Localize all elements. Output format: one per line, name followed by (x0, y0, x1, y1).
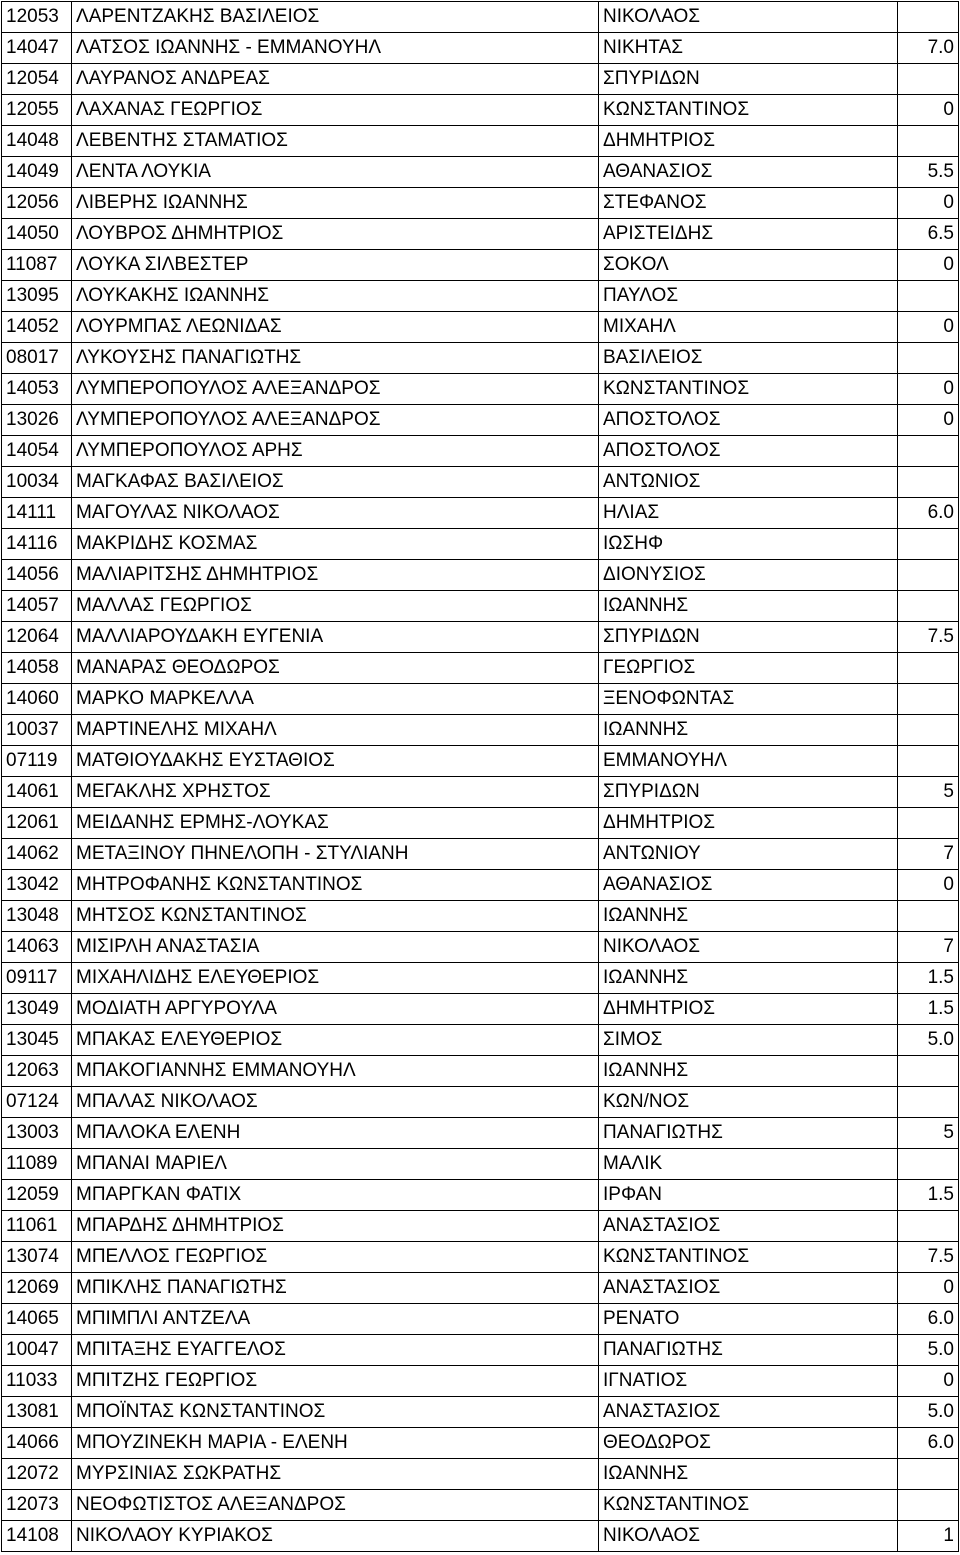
student-id-cell: 12055 (2, 95, 72, 126)
father-name-cell: ΒΑΣΙΛΕΙΟΣ (599, 343, 898, 374)
table-row (2, 436, 959, 467)
student-name-cell: ΜΑΓΟΥΛΑΣ ΝΙΚΟΛΑΟΣ (72, 498, 599, 529)
father-name-cell: ΙΓΝΑΤΙΟΣ (599, 1366, 898, 1397)
grade-cell: 0 (898, 312, 959, 343)
father-name-cell: ΣΟΚΟΛ (599, 250, 898, 281)
grade-cell (898, 560, 959, 591)
table-row (2, 1490, 959, 1521)
grade-cell: 6.0 (898, 498, 959, 529)
father-name-cell: ΣΤΕΦΑΝΟΣ (599, 188, 898, 219)
table-row (2, 1211, 959, 1242)
student-id-cell: 12063 (2, 1056, 72, 1087)
student-id-cell: 13003 (2, 1118, 72, 1149)
student-id-cell: 07124 (2, 1087, 72, 1118)
father-name-cell: ΑΝΤΩΝΙΟΣ (599, 467, 898, 498)
student-name-cell: ΜΑΡΤΙΝΕΛΗΣ ΜΙΧΑΗΛ (72, 715, 599, 746)
father-name-cell: ΚΩΝΣΤΑΝΤΙΝΟΣ (599, 95, 898, 126)
father-name-cell: ΙΡΦΑΝ (599, 1180, 898, 1211)
father-name-cell: ΔΗΜΗΤΡΙΟΣ (599, 994, 898, 1025)
grade-cell: 6.0 (898, 1304, 959, 1335)
student-id-cell: 14056 (2, 560, 72, 591)
grade-cell: 5.5 (898, 157, 959, 188)
student-name-cell: ΜΙΧΑΗΛΙΔΗΣ ΕΛΕΥΘΕΡΙΟΣ (72, 963, 599, 994)
grade-cell: 1.5 (898, 994, 959, 1025)
grade-cell (898, 529, 959, 560)
student-id-cell: 13042 (2, 870, 72, 901)
grade-cell (898, 281, 959, 312)
student-name-cell: ΝΕΟΦΩΤΙΣΤΟΣ ΑΛΕΞΑΝΔΡΟΣ (72, 1490, 599, 1521)
student-name-cell: ΜΑΛΛΙΑΡΟΥΔΑΚΗ ΕΥΓΕΝΙΑ (72, 622, 599, 653)
father-name-cell: ΚΩΝΣΤΑΝΤΙΝΟΣ (599, 1242, 898, 1273)
student-name-cell: ΜΠΙΚΛΗΣ ΠΑΝΑΓΙΩΤΗΣ (72, 1273, 599, 1304)
student-name-cell: ΛΕΒΕΝΤΗΣ ΣΤΑΜΑΤΙΟΣ (72, 126, 599, 157)
student-id-cell: 14108 (2, 1521, 72, 1552)
table-row (2, 343, 959, 374)
student-id-cell: 12072 (2, 1459, 72, 1490)
father-name-cell: ΑΡΙΣΤΕΙΔΗΣ (599, 219, 898, 250)
student-id-cell: 14049 (2, 157, 72, 188)
student-id-cell: 08017 (2, 343, 72, 374)
father-name-cell: ΑΘΑΝΑΣΙΟΣ (599, 157, 898, 188)
table-row (2, 746, 959, 777)
student-name-cell: ΜΥΡΣΙΝΙΑΣ ΣΩΚΡΑΤΗΣ (72, 1459, 599, 1490)
table-row (2, 684, 959, 715)
grade-cell: 1 (898, 1521, 959, 1552)
father-name-cell: ΙΩΑΝΝΗΣ (599, 1459, 898, 1490)
grade-cell (898, 2, 959, 33)
grade-cell: 5.0 (898, 1025, 959, 1056)
table-row (2, 64, 959, 95)
table-row (2, 498, 959, 529)
grade-cell (898, 746, 959, 777)
grade-cell (898, 901, 959, 932)
student-id-cell: 12059 (2, 1180, 72, 1211)
father-name-cell: ΝΙΚΗΤΑΣ (599, 33, 898, 64)
table-row (2, 312, 959, 343)
father-name-cell: ΑΝΤΩΝΙΟΥ (599, 839, 898, 870)
student-id-cell: 14116 (2, 529, 72, 560)
student-name-cell: ΜΠΑΡΔΗΣ ΔΗΜΗΤΡΙΟΣ (72, 1211, 599, 1242)
father-name-cell: ΗΛΙΑΣ (599, 498, 898, 529)
student-name-cell: ΜΗΤΡΟΦΑΝΗΣ ΚΩΝΣΤΑΝΤΙΝΟΣ (72, 870, 599, 901)
grade-cell: 5 (898, 1118, 959, 1149)
father-name-cell: ΙΩΑΝΝΗΣ (599, 901, 898, 932)
student-id-cell: 14047 (2, 33, 72, 64)
student-name-cell: ΜΟΔΙΑΤΗ ΑΡΓΥΡΟΥΛΑ (72, 994, 599, 1025)
grades-table (1, 1, 959, 1552)
grade-cell: 0 (898, 405, 959, 436)
student-name-cell: ΜΠΕΛΛΟΣ ΓΕΩΡΓΙΟΣ (72, 1242, 599, 1273)
student-name-cell: ΝΙΚΟΛΑΟΥ ΚΥΡΙΑΚΟΣ (72, 1521, 599, 1552)
grade-cell: 5.0 (898, 1397, 959, 1428)
student-name-cell: ΛΑΤΣΟΣ ΙΩΑΝΝΗΣ - ΕΜΜΑΝΟΥΗΛ (72, 33, 599, 64)
table-row (2, 1056, 959, 1087)
father-name-cell: ΚΩΝΣΤΑΝΤΙΝΟΣ (599, 374, 898, 405)
table-row (2, 1273, 959, 1304)
grade-cell: 0 (898, 188, 959, 219)
student-id-cell: 12056 (2, 188, 72, 219)
student-name-cell: ΛΑΥΡΑΝΟΣ ΑΝΔΡΕΑΣ (72, 64, 599, 95)
father-name-cell: ΕΜΜΑΝΟΥΗΛ (599, 746, 898, 777)
student-name-cell: ΛΙΒΕΡΗΣ ΙΩΑΝΝΗΣ (72, 188, 599, 219)
student-name-cell: ΛΑΡΕΝΤΖΑΚΗΣ ΒΑΣΙΛΕΙΟΣ (72, 2, 599, 33)
table-row (2, 591, 959, 622)
student-id-cell: 13048 (2, 901, 72, 932)
table-row (2, 1242, 959, 1273)
grade-cell: 1.5 (898, 1180, 959, 1211)
student-id-cell: 14061 (2, 777, 72, 808)
grade-cell (898, 808, 959, 839)
table-row (2, 1025, 959, 1056)
table-row (2, 467, 959, 498)
father-name-cell: ΓΕΩΡΓΙΟΣ (599, 653, 898, 684)
grade-cell: 1.5 (898, 963, 959, 994)
table-row (2, 901, 959, 932)
table-row (2, 126, 959, 157)
table-row (2, 1521, 959, 1552)
student-name-cell: ΜΠΙΤΑΞΗΣ ΕΥΑΓΓΕΛΟΣ (72, 1335, 599, 1366)
student-id-cell: 10034 (2, 467, 72, 498)
student-name-cell: ΜΠΑΛΟΚΑ ΕΛΕΝΗ (72, 1118, 599, 1149)
father-name-cell: ΙΩΑΝΝΗΣ (599, 963, 898, 994)
grade-cell (898, 1490, 959, 1521)
student-id-cell: 13049 (2, 994, 72, 1025)
student-id-cell: 14048 (2, 126, 72, 157)
grade-cell: 7.5 (898, 1242, 959, 1273)
grade-cell (898, 1149, 959, 1180)
table-row (2, 1428, 959, 1459)
father-name-cell: ΔΗΜΗΤΡΙΟΣ (599, 808, 898, 839)
table-row (2, 374, 959, 405)
grade-cell (898, 1056, 959, 1087)
father-name-cell: ΜΙΧΑΗΛ (599, 312, 898, 343)
father-name-cell: ΑΘΑΝΑΣΙΟΣ (599, 870, 898, 901)
table-row (2, 281, 959, 312)
student-id-cell: 14065 (2, 1304, 72, 1335)
student-id-cell: 14052 (2, 312, 72, 343)
grade-cell (898, 653, 959, 684)
father-name-cell: ΣΠΥΡΙΔΩΝ (599, 622, 898, 653)
father-name-cell: ΙΩΑΝΝΗΣ (599, 1056, 898, 1087)
table-row (2, 622, 959, 653)
table-row (2, 405, 959, 436)
father-name-cell: ΑΠΟΣΤΟΛΟΣ (599, 436, 898, 467)
student-name-cell: ΜΕΓΑΚΛΗΣ ΧΡΗΣΤΟΣ (72, 777, 599, 808)
grade-cell: 5.0 (898, 1335, 959, 1366)
father-name-cell: ΑΝΑΣΤΑΣΙΟΣ (599, 1211, 898, 1242)
father-name-cell: ΚΩΝ/ΝΟΣ (599, 1087, 898, 1118)
student-name-cell: ΜΑΤΘΙΟΥΔΑΚΗΣ ΕΥΣΤΑΘΙΟΣ (72, 746, 599, 777)
grade-cell: 7 (898, 932, 959, 963)
table-row (2, 560, 959, 591)
student-id-cell: 12069 (2, 1273, 72, 1304)
table-row (2, 1118, 959, 1149)
student-id-cell: 14063 (2, 932, 72, 963)
student-id-cell: 14057 (2, 591, 72, 622)
father-name-cell: ΙΩΑΝΝΗΣ (599, 591, 898, 622)
student-name-cell: ΛΟΥΒΡΟΣ ΔΗΜΗΤΡΙΟΣ (72, 219, 599, 250)
table-row (2, 870, 959, 901)
grade-cell: 7.0 (898, 33, 959, 64)
grade-cell: 5 (898, 777, 959, 808)
table-row (2, 2, 959, 33)
student-id-cell: 13074 (2, 1242, 72, 1273)
table-row (2, 1335, 959, 1366)
grade-cell: 7.5 (898, 622, 959, 653)
grade-cell (898, 64, 959, 95)
table-row (2, 653, 959, 684)
student-id-cell: 10047 (2, 1335, 72, 1366)
father-name-cell: ΣΙΜΟΣ (599, 1025, 898, 1056)
student-id-cell: 10037 (2, 715, 72, 746)
student-name-cell: ΜΠΑΚΑΣ ΕΛΕΥΘΕΡΙΟΣ (72, 1025, 599, 1056)
table-row (2, 1366, 959, 1397)
table-row (2, 33, 959, 64)
student-id-cell: 12054 (2, 64, 72, 95)
grade-cell: 0 (898, 1273, 959, 1304)
father-name-cell: ΠΑΝΑΓΙΩΤΗΣ (599, 1118, 898, 1149)
table-row (2, 777, 959, 808)
father-name-cell: ΙΩΣΗΦ (599, 529, 898, 560)
grade-cell: 6.5 (898, 219, 959, 250)
student-name-cell: ΜΑΛΙΑΡΙΤΣΗΣ ΔΗΜΗΤΡΙΟΣ (72, 560, 599, 591)
table-row (2, 932, 959, 963)
student-id-cell: 12053 (2, 2, 72, 33)
grade-cell (898, 1087, 959, 1118)
student-id-cell: 14066 (2, 1428, 72, 1459)
student-name-cell: ΛΕΝΤΑ ΛΟΥΚΙΑ (72, 157, 599, 188)
student-id-cell: 14053 (2, 374, 72, 405)
father-name-cell: ΠΑΥΛΟΣ (599, 281, 898, 312)
table-row (2, 715, 959, 746)
student-id-cell: 13095 (2, 281, 72, 312)
student-name-cell: ΛΑΧΑΝΑΣ ΓΕΩΡΓΙΟΣ (72, 95, 599, 126)
grade-cell (898, 126, 959, 157)
student-id-cell: 14054 (2, 436, 72, 467)
table-row (2, 963, 959, 994)
student-name-cell: ΜΠΙΤΖΗΣ ΓΕΩΡΓΙΟΣ (72, 1366, 599, 1397)
father-name-cell: ΣΠΥΡΙΔΩΝ (599, 777, 898, 808)
student-name-cell: ΛΟΥΚΑΚΗΣ ΙΩΑΝΝΗΣ (72, 281, 599, 312)
student-name-cell: ΛΥΜΠΕΡΟΠΟΥΛΟΣ ΑΛΕΞΑΝΔΡΟΣ (72, 405, 599, 436)
student-name-cell: ΜΕΙΔΑΝΗΣ ΕΡΜΗΣ-ΛΟΥΚΑΣ (72, 808, 599, 839)
table-row (2, 808, 959, 839)
grade-cell (898, 715, 959, 746)
grade-cell: 7 (898, 839, 959, 870)
table-row (2, 529, 959, 560)
student-id-cell: 09117 (2, 963, 72, 994)
grade-cell: 0 (898, 95, 959, 126)
grade-cell (898, 343, 959, 374)
student-id-cell: 12073 (2, 1490, 72, 1521)
grade-cell: 0 (898, 374, 959, 405)
student-id-cell: 14050 (2, 219, 72, 250)
student-name-cell: ΜΗΤΣΟΣ ΚΩΝΣΤΑΝΤΙΝΟΣ (72, 901, 599, 932)
father-name-cell: ΡΕΝΑΤΟ (599, 1304, 898, 1335)
student-name-cell: ΛΟΥΡΜΠΑΣ ΛΕΩΝΙΔΑΣ (72, 312, 599, 343)
grades-table-body (2, 2, 959, 1552)
table-row (2, 1149, 959, 1180)
student-id-cell: 11089 (2, 1149, 72, 1180)
father-name-cell: ΝΙΚΟΛΑΟΣ (599, 932, 898, 963)
table-row (2, 1180, 959, 1211)
student-name-cell: ΜΠΙΜΠΛΙ ΑΝΤΖΕΛΑ (72, 1304, 599, 1335)
father-name-cell: ΔΗΜΗΤΡΙΟΣ (599, 126, 898, 157)
student-name-cell: ΜΑΚΡΙΔΗΣ ΚΟΣΜΑΣ (72, 529, 599, 560)
student-name-cell: ΜΙΣΙΡΛΗ ΑΝΑΣΤΑΣΙΑ (72, 932, 599, 963)
father-name-cell: ΣΠΥΡΙΔΩΝ (599, 64, 898, 95)
father-name-cell: ΑΝΑΣΤΑΣΙΟΣ (599, 1397, 898, 1428)
father-name-cell: ΝΙΚΟΛΑΟΣ (599, 2, 898, 33)
student-id-cell: 11033 (2, 1366, 72, 1397)
grade-cell (898, 591, 959, 622)
table-row (2, 1459, 959, 1490)
student-id-cell: 13045 (2, 1025, 72, 1056)
father-name-cell: ΝΙΚΟΛΑΟΣ (599, 1521, 898, 1552)
student-id-cell: 14111 (2, 498, 72, 529)
grade-cell (898, 436, 959, 467)
grade-cell: 0 (898, 870, 959, 901)
table-row (2, 219, 959, 250)
student-name-cell: ΛΥΜΠΕΡΟΠΟΥΛΟΣ ΑΛΕΞΑΝΔΡΟΣ (72, 374, 599, 405)
table-row (2, 250, 959, 281)
student-id-cell: 11087 (2, 250, 72, 281)
father-name-cell: ΜΑΛΙΚ (599, 1149, 898, 1180)
student-name-cell: ΜΑΓΚΑΦΑΣ ΒΑΣΙΛΕΙΟΣ (72, 467, 599, 498)
table-row (2, 188, 959, 219)
table-row (2, 1087, 959, 1118)
student-id-cell: 13081 (2, 1397, 72, 1428)
father-name-cell: ΚΩΝΣΤΑΝΤΙΝΟΣ (599, 1490, 898, 1521)
student-id-cell: 14058 (2, 653, 72, 684)
student-id-cell: 13026 (2, 405, 72, 436)
table-row (2, 157, 959, 188)
student-name-cell: ΛΟΥΚΑ ΣΙΛΒΕΣΤΕΡ (72, 250, 599, 281)
student-name-cell: ΛΥΜΠΕΡΟΠΟΥΛΟΣ ΑΡΗΣ (72, 436, 599, 467)
student-id-cell: 07119 (2, 746, 72, 777)
table-row (2, 1304, 959, 1335)
table-row (2, 839, 959, 870)
student-name-cell: ΜΠΑΛΑΣ ΝΙΚΟΛΑΟΣ (72, 1087, 599, 1118)
father-name-cell: ΠΑΝΑΓΙΩΤΗΣ (599, 1335, 898, 1366)
student-name-cell: ΜΑΝΑΡΑΣ ΘΕΟΔΩΡΟΣ (72, 653, 599, 684)
student-name-cell: ΜΠΟΥΖΙΝΕΚΗ ΜΑΡΙΑ - ΕΛΕΝΗ (72, 1428, 599, 1459)
student-name-cell: ΜΑΛΛΑΣ ΓΕΩΡΓΙΟΣ (72, 591, 599, 622)
student-name-cell: ΜΠΑΝΑΙ ΜΑΡΙΕΛ (72, 1149, 599, 1180)
student-name-cell: ΜΠΑΡΓΚΑΝ ΦΑΤΙΧ (72, 1180, 599, 1211)
table-row (2, 1397, 959, 1428)
father-name-cell: ΔΙΟΝΥΣΙΟΣ (599, 560, 898, 591)
student-name-cell: ΜΑΡΚΟ ΜΑΡΚΕΛΛΑ (72, 684, 599, 715)
student-id-cell: 12064 (2, 622, 72, 653)
student-id-cell: 12061 (2, 808, 72, 839)
student-id-cell: 11061 (2, 1211, 72, 1242)
student-id-cell: 14060 (2, 684, 72, 715)
student-name-cell: ΛΥΚΟΥΣΗΣ ΠΑΝΑΓΙΩΤΗΣ (72, 343, 599, 374)
student-name-cell: ΜΠΟΪΝΤΑΣ ΚΩΝΣΤΑΝΤΙΝΟΣ (72, 1397, 599, 1428)
grade-cell: 0 (898, 250, 959, 281)
grade-cell (898, 1459, 959, 1490)
student-name-cell: ΜΕΤΑΞΙΝΟΥ ΠΗΝΕΛΟΠΗ - ΣΤΥΛΙΑΝΗ (72, 839, 599, 870)
table-row (2, 994, 959, 1025)
father-name-cell: ΞΕΝΟΦΩΝΤΑΣ (599, 684, 898, 715)
student-name-cell: ΜΠΑΚΟΓΙΑΝΝΗΣ ΕΜΜΑΝΟΥΗΛ (72, 1056, 599, 1087)
student-id-cell: 14062 (2, 839, 72, 870)
father-name-cell: ΙΩΑΝΝΗΣ (599, 715, 898, 746)
father-name-cell: ΘΕΟΔΩΡΟΣ (599, 1428, 898, 1459)
grade-cell: 0 (898, 1366, 959, 1397)
grade-cell (898, 1211, 959, 1242)
father-name-cell: ΑΠΟΣΤΟΛΟΣ (599, 405, 898, 436)
grade-cell (898, 684, 959, 715)
grade-cell (898, 467, 959, 498)
father-name-cell: ΑΝΑΣΤΑΣΙΟΣ (599, 1273, 898, 1304)
table-row (2, 95, 959, 126)
grade-cell: 6.0 (898, 1428, 959, 1459)
